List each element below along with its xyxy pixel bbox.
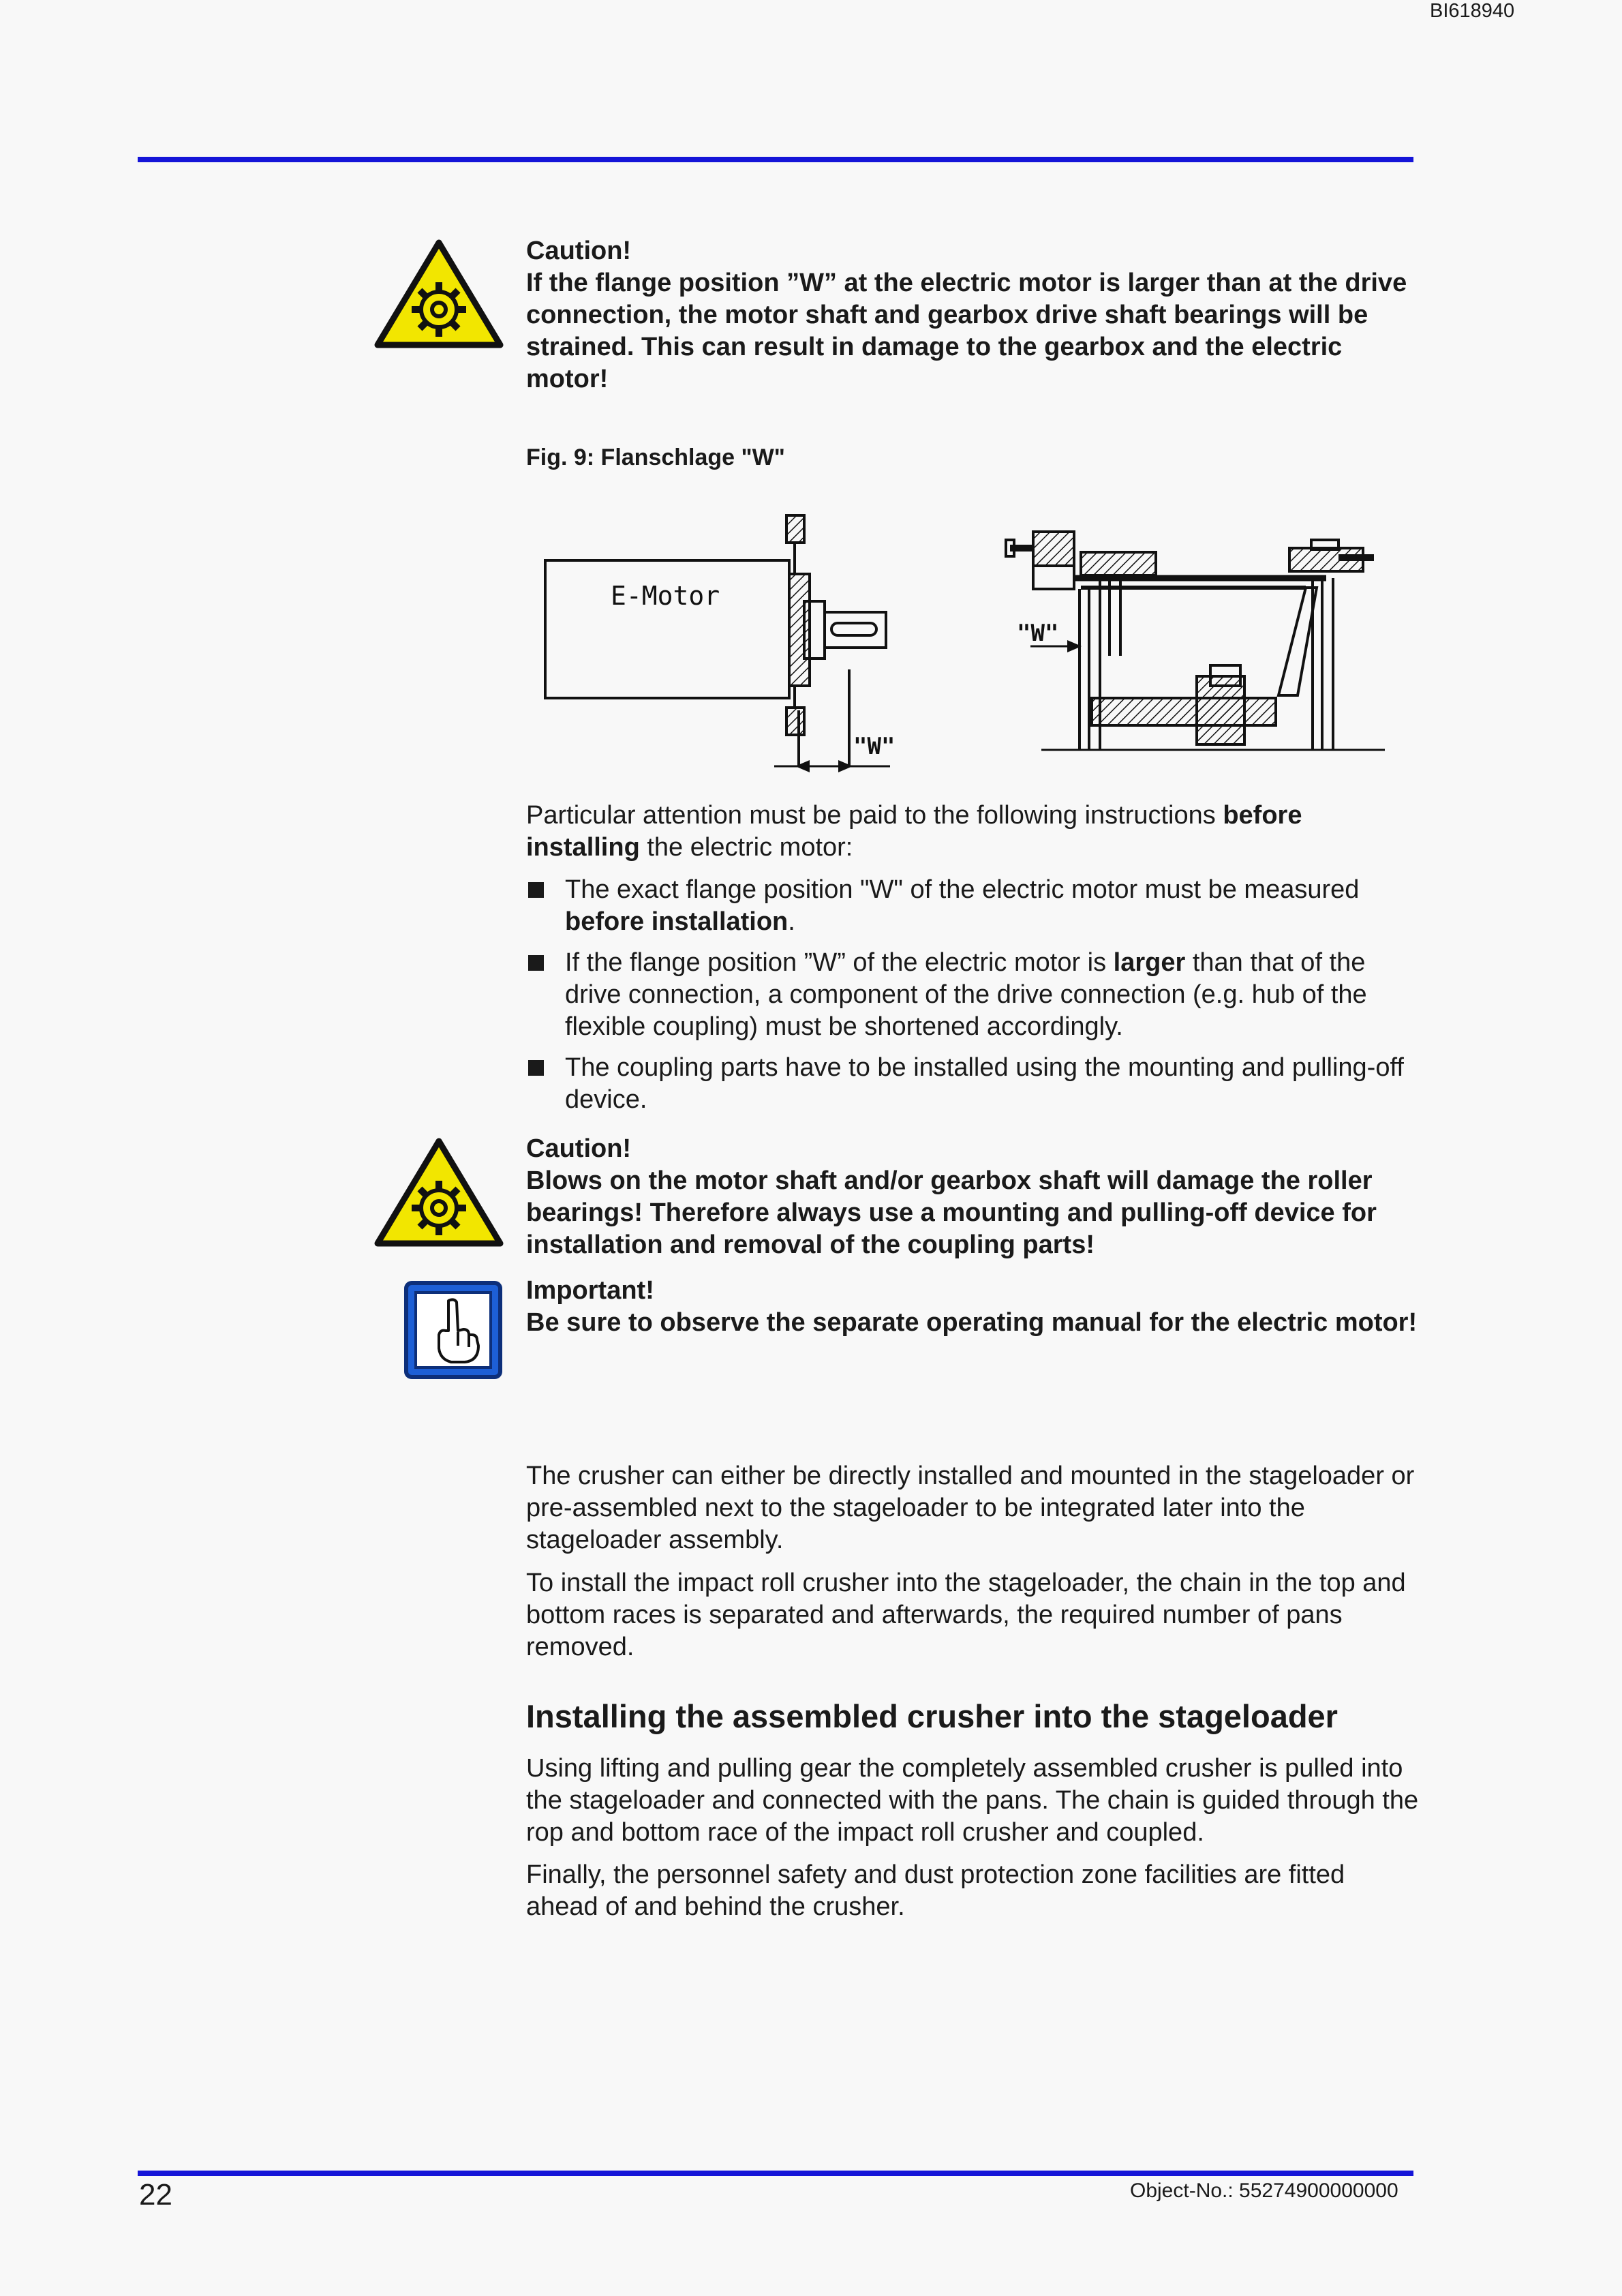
list-item: If the flange position ”W” of the electric motor is larger than that of the drive connection, a component of the drive connection (e.g. hub of the flexible coupling) must be shortened accordingly. [526, 947, 1419, 1043]
caution-text: Blows on the motor shaft and/or gearbox shaft will damage the roller bearings! Therefore always use a mounting and pulling-off device for installation and removal of the coupling parts! [526, 1166, 1377, 1259]
intro-paragraph [526, 800, 1419, 864]
w-label-left: "W" [853, 733, 896, 760]
body-paragraph-1: The crusher can either be directly installed and mounted in the stageloader or pre-assembled next to the stageloader to be integrated later into the stageloader assembly. [526, 1462, 1415, 1554]
object-number: Object-No.: 55274900000000 [1130, 2179, 1398, 2202]
warning-gear-icon [373, 1137, 504, 1252]
document-id: BI618940 [1430, 0, 1515, 22]
caution-title: Caution! [526, 1134, 632, 1163]
page-number: 22 [139, 2178, 172, 2211]
body-paragraph-3: Using lifting and pulling gear the completely assembled crusher is pulled into the stageloader and connected with the pans. The chain is guided through the rop and bottom race of the impact roll crusher and coupled. [526, 1754, 1419, 1847]
body-paragraph-4: Finally, the personnel safety and dust protection zone facilities are fitted ahead of and behind the crusher. [526, 1860, 1345, 1921]
list-item: The coupling parts have to be installed using the mounting and pulling-off device. [526, 1052, 1419, 1116]
important-block [526, 1275, 1419, 1339]
flange-position-diagram [529, 513, 1408, 777]
figure-caption: Fig. 9: Flanschlage "W" [526, 444, 785, 470]
important-text: Be sure to observe the separate operating manual for the electric motor! [526, 1308, 1418, 1337]
footer-rule [138, 2171, 1413, 2176]
w-label-right: "W" [1017, 620, 1059, 647]
caution-block-1 [526, 235, 1419, 395]
instruction-list [526, 874, 1419, 1125]
list-item: The exact flange position "W" of the electric motor must be measured before installation. [526, 874, 1419, 938]
body-paragraph-2: To install the impact roll crusher into the stageloader, the chain in the top and bottom races is separated and afterwards, the required number of pans removed. [526, 1569, 1406, 1661]
caution-block-2 [526, 1133, 1419, 1261]
section-heading: Installing the assembled crusher into the stageloader [526, 1698, 1338, 1734]
important-title: Important! [526, 1276, 654, 1305]
motor-label: E-Motor [611, 581, 720, 611]
caution-title: Caution! [526, 237, 632, 265]
warning-gear-icon [373, 239, 504, 354]
header-rule [138, 157, 1413, 162]
pointing-hand-icon [403, 1280, 503, 1383]
intro-bold: before installing [526, 801, 1302, 862]
intro-text-before: Particular attention must be paid to the following instructions [526, 801, 1223, 830]
caution-text: If the flange position ”W” at the electric motor is larger than at the drive connection, the motor shaft and gearbox drive shaft bearings will be strained. This can result in damage to the gearbox and the electric motor! [526, 269, 1407, 393]
intro-text-after: the electric motor: [639, 833, 853, 862]
